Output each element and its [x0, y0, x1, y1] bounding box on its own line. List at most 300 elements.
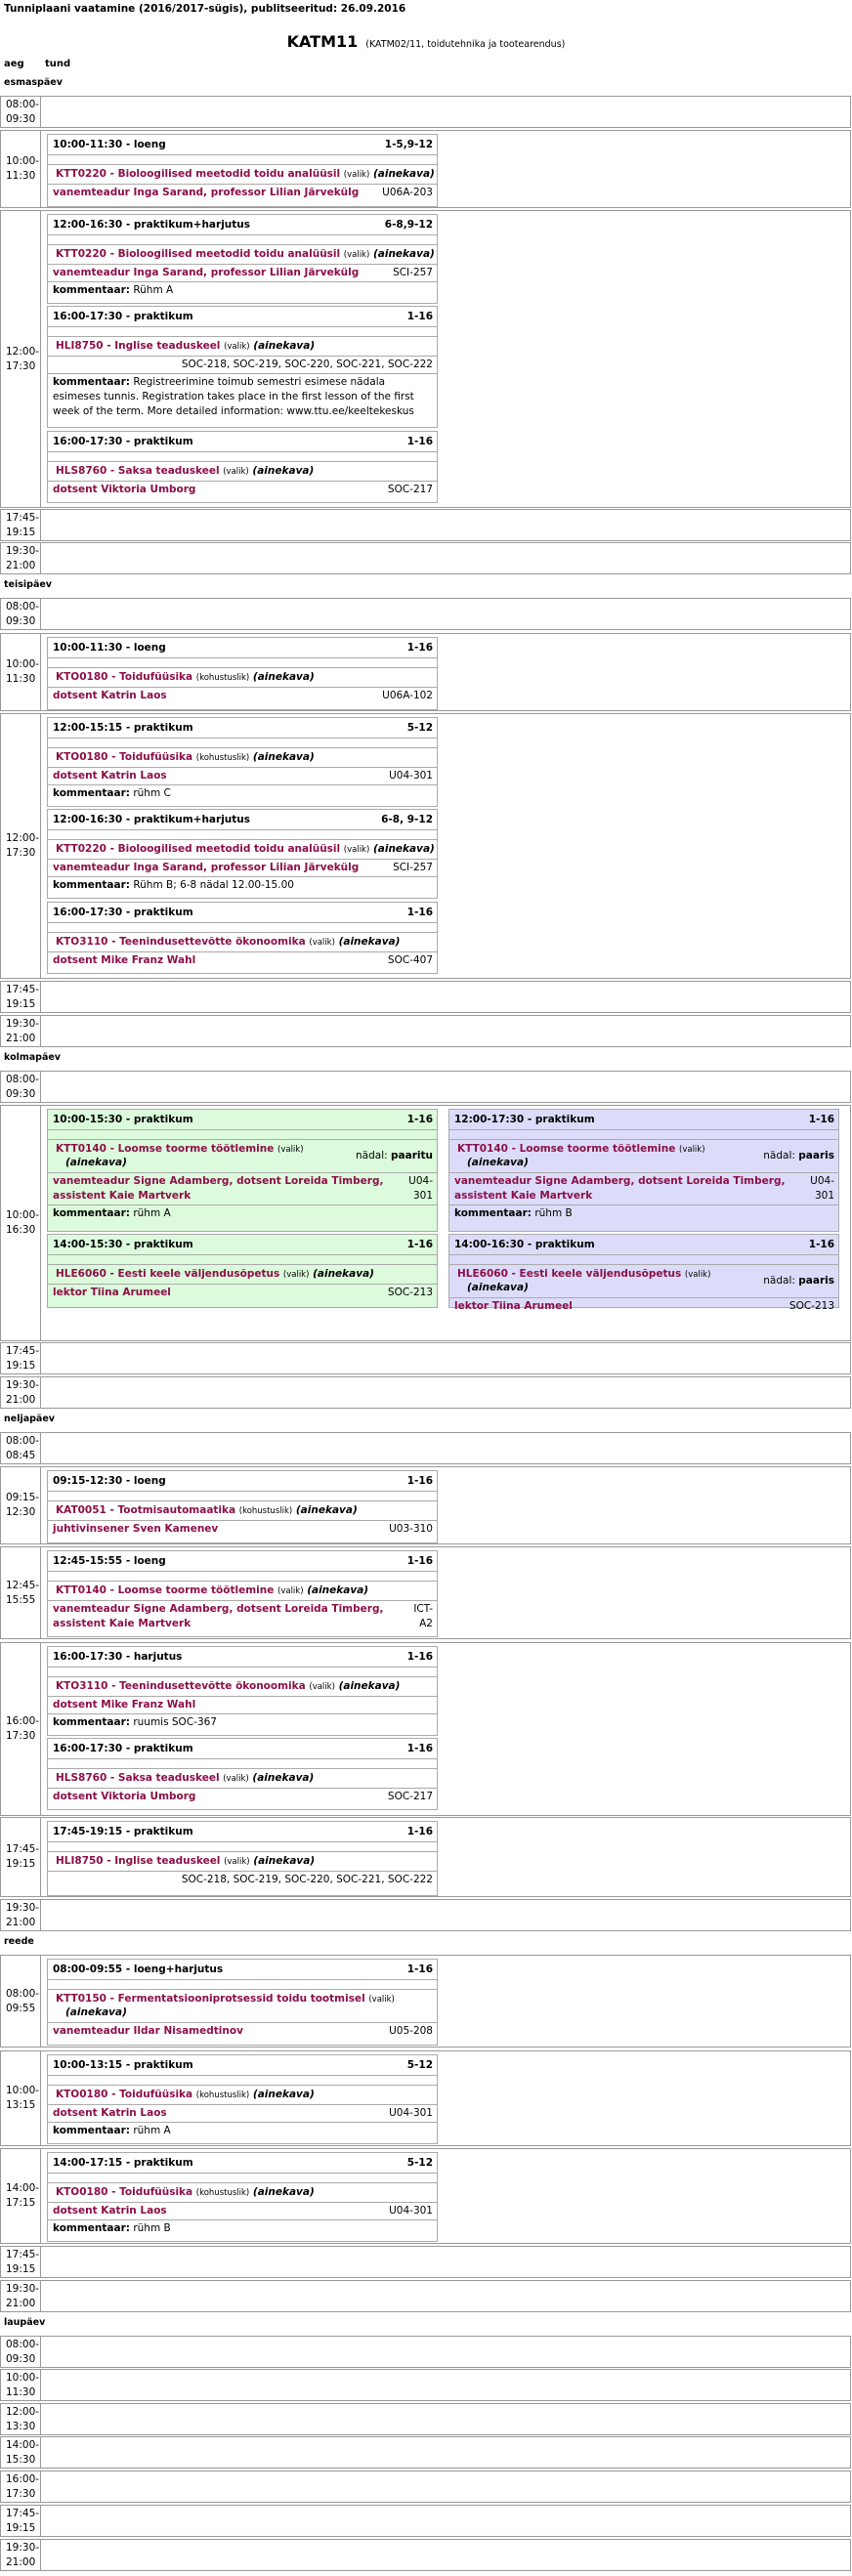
- comment: [53, 878, 433, 893]
- lesson-weeks: 1-16: [406, 1114, 433, 1125]
- slot-row: [0, 2403, 851, 2435]
- slot-time: [1, 1016, 41, 1046]
- comment: [53, 786, 433, 801]
- lesson-card[interactable]: [47, 1109, 438, 1232]
- course-code-title[interactable]: HLS8760 - Saksa teaduskeel: [56, 465, 220, 477]
- comment-text: rühm B: [133, 2222, 171, 2234]
- slot-time-line: 17:30: [6, 847, 36, 859]
- comment-label: kommentaar:: [53, 1207, 130, 1219]
- room[interactable]: U06A-203: [382, 187, 433, 198]
- course-name[interactable]: [56, 936, 400, 948]
- slot-time: [1, 1956, 41, 2047]
- course-name[interactable]: [457, 1143, 705, 1155]
- room[interactable]: SCI-257: [393, 267, 433, 278]
- separator: [48, 2202, 437, 2203]
- week-label: nädal:: [763, 1150, 795, 1161]
- course-code-title[interactable]: KTT0140 - Loomse toorme töötlemine: [56, 1143, 275, 1155]
- separator: [48, 747, 437, 748]
- slot-time-line: 10:00-: [6, 1209, 40, 1221]
- course-code-title[interactable]: HLE6060 - Eesti keele väljendusõpetus: [56, 1268, 280, 1280]
- room[interactable]: SOC-213: [387, 1287, 433, 1298]
- lesson-weeks: 1-16: [808, 1114, 834, 1125]
- course-name[interactable]: [457, 1268, 710, 1280]
- lesson-header: [48, 432, 437, 452]
- course-code-title[interactable]: KTT0220 - Bioloogilised meetodid toidu analüüsil: [56, 168, 341, 180]
- slot-time-line: 08:00-: [6, 1434, 40, 1447]
- teacher[interactable]: vanemteadur Signe Adamberg, dotsent Loreida Timberg,: [454, 1175, 786, 1187]
- course-code-title[interactable]: KTT0220 - Bioloogilised meetodid toidu analüüsil: [56, 843, 341, 855]
- lesson-weeks: 1-16: [406, 642, 433, 654]
- course-name[interactable]: [56, 1504, 358, 1516]
- week-parity: [763, 1150, 834, 1161]
- slot-row: [0, 713, 851, 979]
- lesson-card[interactable]: [47, 1821, 438, 1896]
- slot-time: [1, 2247, 41, 2277]
- comment: [53, 283, 433, 298]
- slot-row: [0, 1432, 851, 1464]
- room[interactable]: U06A-102: [382, 690, 433, 701]
- syllabus-link[interactable]: (ainekava): [338, 1680, 401, 1692]
- group-code: KATM11: [286, 32, 359, 51]
- course-code-title[interactable]: KTO0180 - Toidufüüsika: [56, 671, 193, 683]
- teacher[interactable]: vanemteadur Signe Adamberg, dotsent Loreida Timberg,: [53, 1175, 384, 1187]
- slot-time: [1, 543, 41, 573]
- lesson-card[interactable]: [47, 1738, 438, 1810]
- slot-row: [0, 210, 851, 508]
- separator: [48, 281, 437, 282]
- separator: [48, 1600, 437, 1601]
- course-name[interactable]: [56, 843, 435, 855]
- lesson-card[interactable]: [47, 1959, 438, 2046]
- separator: [449, 1139, 838, 1140]
- room[interactable]: U04-301: [389, 2107, 433, 2119]
- day-saturday: laupäev: [4, 2317, 46, 2328]
- syllabus-link[interactable]: (ainekava): [467, 1157, 529, 1168]
- comment: [53, 2221, 433, 2236]
- slot-time-line: 19:15: [6, 1858, 36, 1870]
- lesson-time-type: 12:00-16:30 - praktikum+harjutus: [53, 219, 251, 231]
- comment-label: kommentaar:: [53, 2125, 130, 2136]
- lesson-weeks: 1-16: [406, 1826, 433, 1837]
- comment-label: kommentaar:: [53, 376, 130, 388]
- course-name[interactable]: [56, 1993, 395, 2005]
- syllabus-link[interactable]: (ainekava): [295, 1504, 358, 1516]
- course-name[interactable]: [56, 248, 435, 260]
- teacher[interactable]: vanemteadur Inga Sarand, professor Lilian Järvekülg: [53, 862, 360, 873]
- course-code-title[interactable]: KTO3110 - Teenindusettevõtte ökonoomika: [56, 936, 306, 948]
- slot-time-line: 19:30-: [6, 2541, 40, 2554]
- slot-time: [1, 2437, 41, 2468]
- slot-row: [0, 509, 851, 541]
- course-code-title[interactable]: HLS8760 - Saksa teaduskeel: [56, 1772, 220, 1784]
- separator: [48, 1871, 437, 1872]
- slot-row: [0, 598, 851, 630]
- course-type: (valik): [679, 1145, 705, 1155]
- course-type: (valik): [277, 1145, 304, 1155]
- lesson-card[interactable]: [47, 902, 438, 974]
- slot-time-line: 13:15: [6, 2099, 36, 2111]
- teacher[interactable]: dotsent Katrin Laos: [53, 2107, 167, 2119]
- separator: [48, 244, 437, 245]
- separator: [48, 1713, 437, 1714]
- teacher[interactable]: vanemteadur Inga Sarand, professor Lilian Järvekülg: [53, 267, 360, 278]
- lesson-card[interactable]: [47, 2054, 438, 2144]
- lesson-weeks: 1-16: [406, 311, 433, 322]
- syllabus-link[interactable]: (ainekava): [253, 1855, 316, 1867]
- room[interactable]: ICT-: [413, 1603, 433, 1615]
- slot-time-line: 11:30: [6, 673, 36, 685]
- slot-row: [0, 2280, 851, 2312]
- course-type: (valik): [368, 1995, 395, 2005]
- lesson-time-type: 12:00-17:30 - praktikum: [454, 1114, 595, 1125]
- lesson-time-type: 10:00-15:30 - praktikum: [53, 1114, 193, 1125]
- slot-row: [0, 2148, 851, 2244]
- slot-row: [0, 981, 851, 1013]
- lesson-card[interactable]: [47, 214, 438, 304]
- slot-time: [1, 211, 41, 507]
- slot-row: [0, 1955, 851, 2048]
- syllabus-link[interactable]: (ainekava): [467, 1282, 529, 1293]
- page-title: Tunniplaani vaatamine (2016/2017-sügis), publitseeritud: 26.09.2016: [4, 3, 406, 15]
- course-code-title[interactable]: KTT0140 - Loomse toorme töötlemine: [56, 1584, 275, 1596]
- slot-time-line: 11:30: [6, 170, 36, 182]
- separator: [48, 2219, 437, 2220]
- course-code-title[interactable]: HLI8750 - Inglise teaduskeel: [56, 1855, 221, 1867]
- lesson-header: [48, 1822, 437, 1842]
- slot-time: [1, 1377, 41, 1408]
- lesson-weeks: 6-8,9-12: [384, 219, 433, 231]
- lesson-header: [449, 1110, 838, 1130]
- slot-time-line: 12:30: [6, 1506, 36, 1518]
- comment: [454, 1206, 834, 1221]
- course-code-title[interactable]: KTT0220 - Bioloogilised meetodid toidu analüüsil: [56, 248, 341, 260]
- lesson-time-type: 14:00-17:15 - praktikum: [53, 2157, 193, 2169]
- lesson-card[interactable]: [47, 1646, 438, 1736]
- slot-time-line: 11:30: [6, 2386, 36, 2398]
- course-name[interactable]: [56, 340, 315, 352]
- slot-time: [1, 982, 41, 1012]
- lesson-header: [48, 1110, 437, 1130]
- lesson-card[interactable]: [47, 134, 438, 207]
- course-code-title[interactable]: KAT0051 - Tootmisautomaatika: [56, 1504, 236, 1516]
- lesson-card[interactable]: [47, 431, 438, 503]
- course-name[interactable]: [56, 1268, 374, 1280]
- course-code-title[interactable]: HLI8750 - Inglise teaduskeel: [56, 340, 221, 352]
- lesson-card[interactable]: [47, 809, 438, 899]
- slot-row: [0, 2436, 851, 2469]
- syllabus-link[interactable]: (ainekava): [252, 2089, 315, 2100]
- lesson-card[interactable]: [47, 306, 438, 428]
- course-type: (valik): [309, 1682, 335, 1692]
- slot-time: [1, 1818, 41, 1896]
- slot-row: [0, 130, 851, 208]
- lesson-time-type: 16:00-17:30 - praktikum: [53, 1743, 193, 1754]
- course-code-title[interactable]: HLE6060 - Eesti keele väljendusõpetus: [457, 1268, 682, 1280]
- separator: [48, 1139, 437, 1140]
- week-label: nädal:: [763, 1275, 795, 1287]
- course-type: (kohustuslik): [195, 673, 250, 683]
- separator: [48, 481, 437, 482]
- course-type: (valik): [309, 938, 335, 948]
- lesson-header: [48, 215, 437, 235]
- syllabus-link[interactable]: (ainekava): [313, 1268, 374, 1280]
- slot-time-line: 09:30: [6, 2352, 36, 2365]
- comment: [53, 1206, 433, 1221]
- lesson-header: [48, 1647, 437, 1668]
- slot-row: [0, 2369, 851, 2401]
- separator: [48, 336, 437, 337]
- slot-time-line: 17:45-: [6, 2248, 40, 2260]
- room[interactable]: 301: [814, 1190, 834, 1202]
- slot-time-line: 14:00-: [6, 2182, 40, 2194]
- room[interactable]: SOC-407: [387, 954, 433, 966]
- course-name[interactable]: [56, 168, 435, 180]
- slot-time-line: 17:30: [6, 1730, 36, 1742]
- separator: [48, 932, 437, 933]
- lesson-header: [48, 1235, 437, 1255]
- course-type: (valik): [282, 1270, 310, 1280]
- syllabus-link[interactable]: (ainekava): [252, 2186, 315, 2198]
- course-code-title[interactable]: KTO0180 - Toidufüüsika: [56, 2186, 193, 2198]
- lesson-time-type: 16:00-17:30 - harjutus: [53, 1651, 183, 1663]
- slot-time-line: 15:30: [6, 2453, 36, 2466]
- room[interactable]: 301: [412, 1190, 433, 1202]
- lesson-header: [449, 1235, 838, 1255]
- slot-time: [1, 2281, 41, 2311]
- separator: [48, 1851, 437, 1852]
- slot-time-line: 19:15: [6, 526, 36, 538]
- separator: [48, 667, 437, 668]
- slot-time: [1, 2471, 41, 2502]
- slot-time: [1, 1900, 41, 1930]
- course-name[interactable]: [56, 751, 315, 763]
- teacher[interactable]: dotsent Viktoria Umborg: [53, 1791, 196, 1802]
- room[interactable]: SCI-257: [393, 862, 433, 873]
- room[interactable]: U04-: [810, 1175, 834, 1187]
- slot-time: [1, 2337, 41, 2367]
- lesson-time-type: 16:00-17:30 - praktikum: [53, 436, 193, 447]
- slot-time-line: 19:30-: [6, 544, 40, 557]
- teacher[interactable]: assistent Kaie Martverk: [454, 1190, 593, 1202]
- course-code-title[interactable]: KTO0180 - Toidufüüsika: [56, 2089, 193, 2100]
- teacher[interactable]: vanemteadur Inga Sarand, professor Lilian Järvekülg: [53, 187, 360, 198]
- lesson-card[interactable]: [448, 1109, 839, 1232]
- week-parity: [763, 1275, 834, 1287]
- separator: [48, 839, 437, 840]
- course-name[interactable]: [56, 1855, 315, 1867]
- teacher[interactable]: lektor Tiina Arumeel: [53, 1287, 171, 1298]
- week-label: nädal:: [356, 1150, 388, 1161]
- teacher[interactable]: dotsent Katrin Laos: [53, 770, 167, 781]
- comment-label: kommentaar:: [53, 787, 130, 799]
- separator: [48, 184, 437, 185]
- separator: [48, 1204, 437, 1205]
- room[interactable]: SOC-213: [788, 1300, 834, 1312]
- course-name[interactable]: [56, 1584, 368, 1596]
- lesson-weeks: 1-16: [406, 436, 433, 447]
- teacher[interactable]: lektor Tiina Arumeel: [454, 1300, 573, 1312]
- lesson-time-type: 14:00-16:30 - praktikum: [454, 1239, 595, 1250]
- syllabus-link[interactable]: (ainekava): [372, 843, 435, 855]
- course-code-title[interactable]: KTT0150 - Fermentatsiooniprotsessid toidu tootmisel: [56, 1993, 365, 2005]
- lesson-card[interactable]: [47, 1550, 438, 1637]
- day-tuesday: teisipäev: [4, 579, 52, 590]
- slot-time-line: 10:00-: [6, 658, 40, 670]
- slot-time-line: 19:30-: [6, 2282, 40, 2295]
- slot-time: [1, 1072, 41, 1102]
- slot-time: [1, 2149, 41, 2243]
- slot-time-line: 19:15: [6, 997, 36, 1010]
- syllabus-link[interactable]: (ainekava): [372, 248, 435, 260]
- slot-row: [0, 1342, 851, 1374]
- lesson-header: [48, 810, 437, 830]
- course-type: (valik): [343, 845, 370, 855]
- lesson-card[interactable]: [448, 1234, 839, 1312]
- teacher[interactable]: dotsent Mike Franz Wahl: [53, 1699, 196, 1710]
- day-friday: reede: [4, 1936, 34, 1947]
- course-name[interactable]: [56, 2089, 315, 2100]
- room[interactable]: U04-: [408, 1175, 433, 1187]
- course-name[interactable]: [56, 1680, 400, 1692]
- teacher[interactable]: assistent Kaie Martverk: [53, 1618, 192, 1629]
- slot-time-line: 17:30: [6, 359, 36, 372]
- course-name[interactable]: [56, 671, 315, 683]
- slot-time-line: 09:55: [6, 2002, 36, 2014]
- syllabus-link[interactable]: (ainekava): [65, 1157, 127, 1168]
- lesson-time-type: 09:15-12:30 - loeng: [53, 1475, 166, 1487]
- lesson-header: [48, 1739, 437, 1759]
- lesson-weeks: 1-16: [406, 1651, 433, 1663]
- slot-row: [0, 2539, 851, 2571]
- teacher[interactable]: dotsent Katrin Laos: [53, 690, 167, 701]
- course-type: (valik): [223, 467, 249, 477]
- col-header-time: aeg: [4, 59, 24, 69]
- separator: [48, 951, 437, 952]
- comment: [53, 1715, 433, 1730]
- room[interactable]: SOC-217: [387, 484, 433, 495]
- teacher[interactable]: vanemteadur Signe Adamberg, dotsent Loreida Timberg,: [53, 1603, 384, 1615]
- teacher[interactable]: juhtivinsener Sven Kamenev: [53, 1523, 219, 1535]
- slot-row: [0, 2505, 851, 2537]
- slot-time-line: 19:30-: [6, 1017, 40, 1030]
- separator: [48, 164, 437, 165]
- separator: [48, 1520, 437, 1521]
- teacher[interactable]: dotsent Katrin Laos: [53, 2205, 167, 2217]
- syllabus-link[interactable]: (ainekava): [252, 465, 315, 477]
- lesson-header: [48, 307, 437, 327]
- day-monday: esmaspäev: [4, 77, 63, 88]
- room[interactable]: U05-208: [389, 2025, 433, 2037]
- teacher[interactable]: dotsent Viktoria Umborg: [53, 484, 196, 495]
- slot-time-line: 14:00-: [6, 2438, 40, 2451]
- room[interactable]: U04-301: [389, 770, 433, 781]
- teacher[interactable]: vanemteadur Ildar Nisamedtinov: [53, 2025, 243, 2037]
- slot-time-line: 17:15: [6, 2197, 36, 2209]
- syllabus-link[interactable]: (ainekava): [252, 751, 315, 763]
- slot-time: [1, 1106, 41, 1340]
- course-name[interactable]: [56, 1772, 314, 1784]
- slot-time: [1, 2540, 41, 2570]
- lesson-card[interactable]: [47, 717, 438, 807]
- course-name[interactable]: [56, 1143, 304, 1155]
- rooms[interactable]: SOC-218, SOC-219, SOC-220, SOC-221, SOC-222: [181, 359, 433, 370]
- slot-time-line: 12:45-: [6, 1579, 40, 1591]
- slot-time: [1, 2370, 41, 2400]
- separator: [48, 373, 437, 374]
- syllabus-link[interactable]: (ainekava): [372, 168, 435, 180]
- room[interactable]: SOC-217: [387, 1791, 433, 1802]
- course-type: (valik): [223, 1774, 249, 1784]
- syllabus-link[interactable]: (ainekava): [252, 671, 315, 683]
- course-code-title[interactable]: KTT0140 - Loomse toorme töötlemine: [457, 1143, 676, 1155]
- course-code-title[interactable]: KTO0180 - Toidufüüsika: [56, 751, 193, 763]
- course-name[interactable]: [56, 2186, 315, 2198]
- course-code-title[interactable]: KTO3110 - Teenindusettevõtte ökonoomika: [56, 1680, 306, 1692]
- slot-time: [1, 2404, 41, 2434]
- syllabus-link[interactable]: (ainekava): [252, 1772, 315, 1784]
- syllabus-link[interactable]: (ainekava): [338, 936, 401, 948]
- group-description: (KATM02/11, toidutehnika ja tootearendus): [365, 39, 566, 50]
- syllabus-link[interactable]: (ainekava): [307, 1584, 369, 1596]
- lesson-weeks: 1-16: [406, 1239, 433, 1250]
- slot-time-line: 09:15-: [6, 1492, 40, 1503]
- lesson-time-type: 10:00-13:15 - praktikum: [53, 2059, 193, 2071]
- lesson-card[interactable]: [47, 637, 438, 710]
- slot-row: [0, 1376, 851, 1409]
- week-value: paaritu: [391, 1150, 433, 1161]
- lesson-weeks: 1-16: [406, 1743, 433, 1754]
- rooms[interactable]: SOC-218, SOC-219, SOC-220, SOC-221, SOC-222: [181, 1874, 433, 1885]
- lesson-header: [48, 1960, 437, 1980]
- slot-time-line: 21:00: [6, 1916, 36, 1928]
- teacher[interactable]: dotsent Mike Franz Wahl: [53, 954, 196, 966]
- comment-text: ruumis SOC-367: [133, 1716, 217, 1728]
- course-type: (valik): [343, 170, 370, 180]
- separator: [48, 1768, 437, 1769]
- teacher[interactable]: assistent Kaie Martverk: [53, 1190, 192, 1202]
- lesson-time-type: 12:00-15:15 - praktikum: [53, 722, 193, 734]
- room[interactable]: U03-310: [389, 1523, 433, 1535]
- syllabus-link[interactable]: (ainekava): [65, 2006, 127, 2018]
- room[interactable]: U04-301: [389, 2205, 433, 2217]
- comment-label: kommentaar:: [53, 284, 130, 296]
- separator: [48, 876, 437, 877]
- lesson-card[interactable]: [47, 2152, 438, 2242]
- lesson-card[interactable]: [47, 1234, 438, 1308]
- lesson-card[interactable]: [47, 1470, 438, 1543]
- day-wednesday: kolmapäev: [4, 1052, 62, 1063]
- room[interactable]: A2: [419, 1618, 433, 1629]
- course-type: (valik): [224, 342, 250, 352]
- course-name[interactable]: [56, 465, 314, 477]
- comment-text: rühm C: [133, 787, 171, 799]
- separator: [48, 1500, 437, 1501]
- slot-time-line: 09:30: [6, 1087, 36, 1100]
- slot-row: [0, 1642, 851, 1816]
- slot-time-line: 12:00-: [6, 832, 40, 844]
- day-thursday: neljapäev: [4, 1414, 55, 1424]
- separator: [449, 1264, 838, 1265]
- slot-time-line: 17:45-: [6, 1344, 40, 1357]
- syllabus-link[interactable]: (ainekava): [253, 340, 316, 352]
- slot-time: [1, 1643, 41, 1815]
- course-type: (kohustuslik): [195, 753, 250, 763]
- slot-row: [0, 2470, 851, 2503]
- lesson-header: [48, 2153, 437, 2174]
- separator: [48, 1676, 437, 1677]
- comment: [53, 2124, 433, 2138]
- separator: [48, 461, 437, 462]
